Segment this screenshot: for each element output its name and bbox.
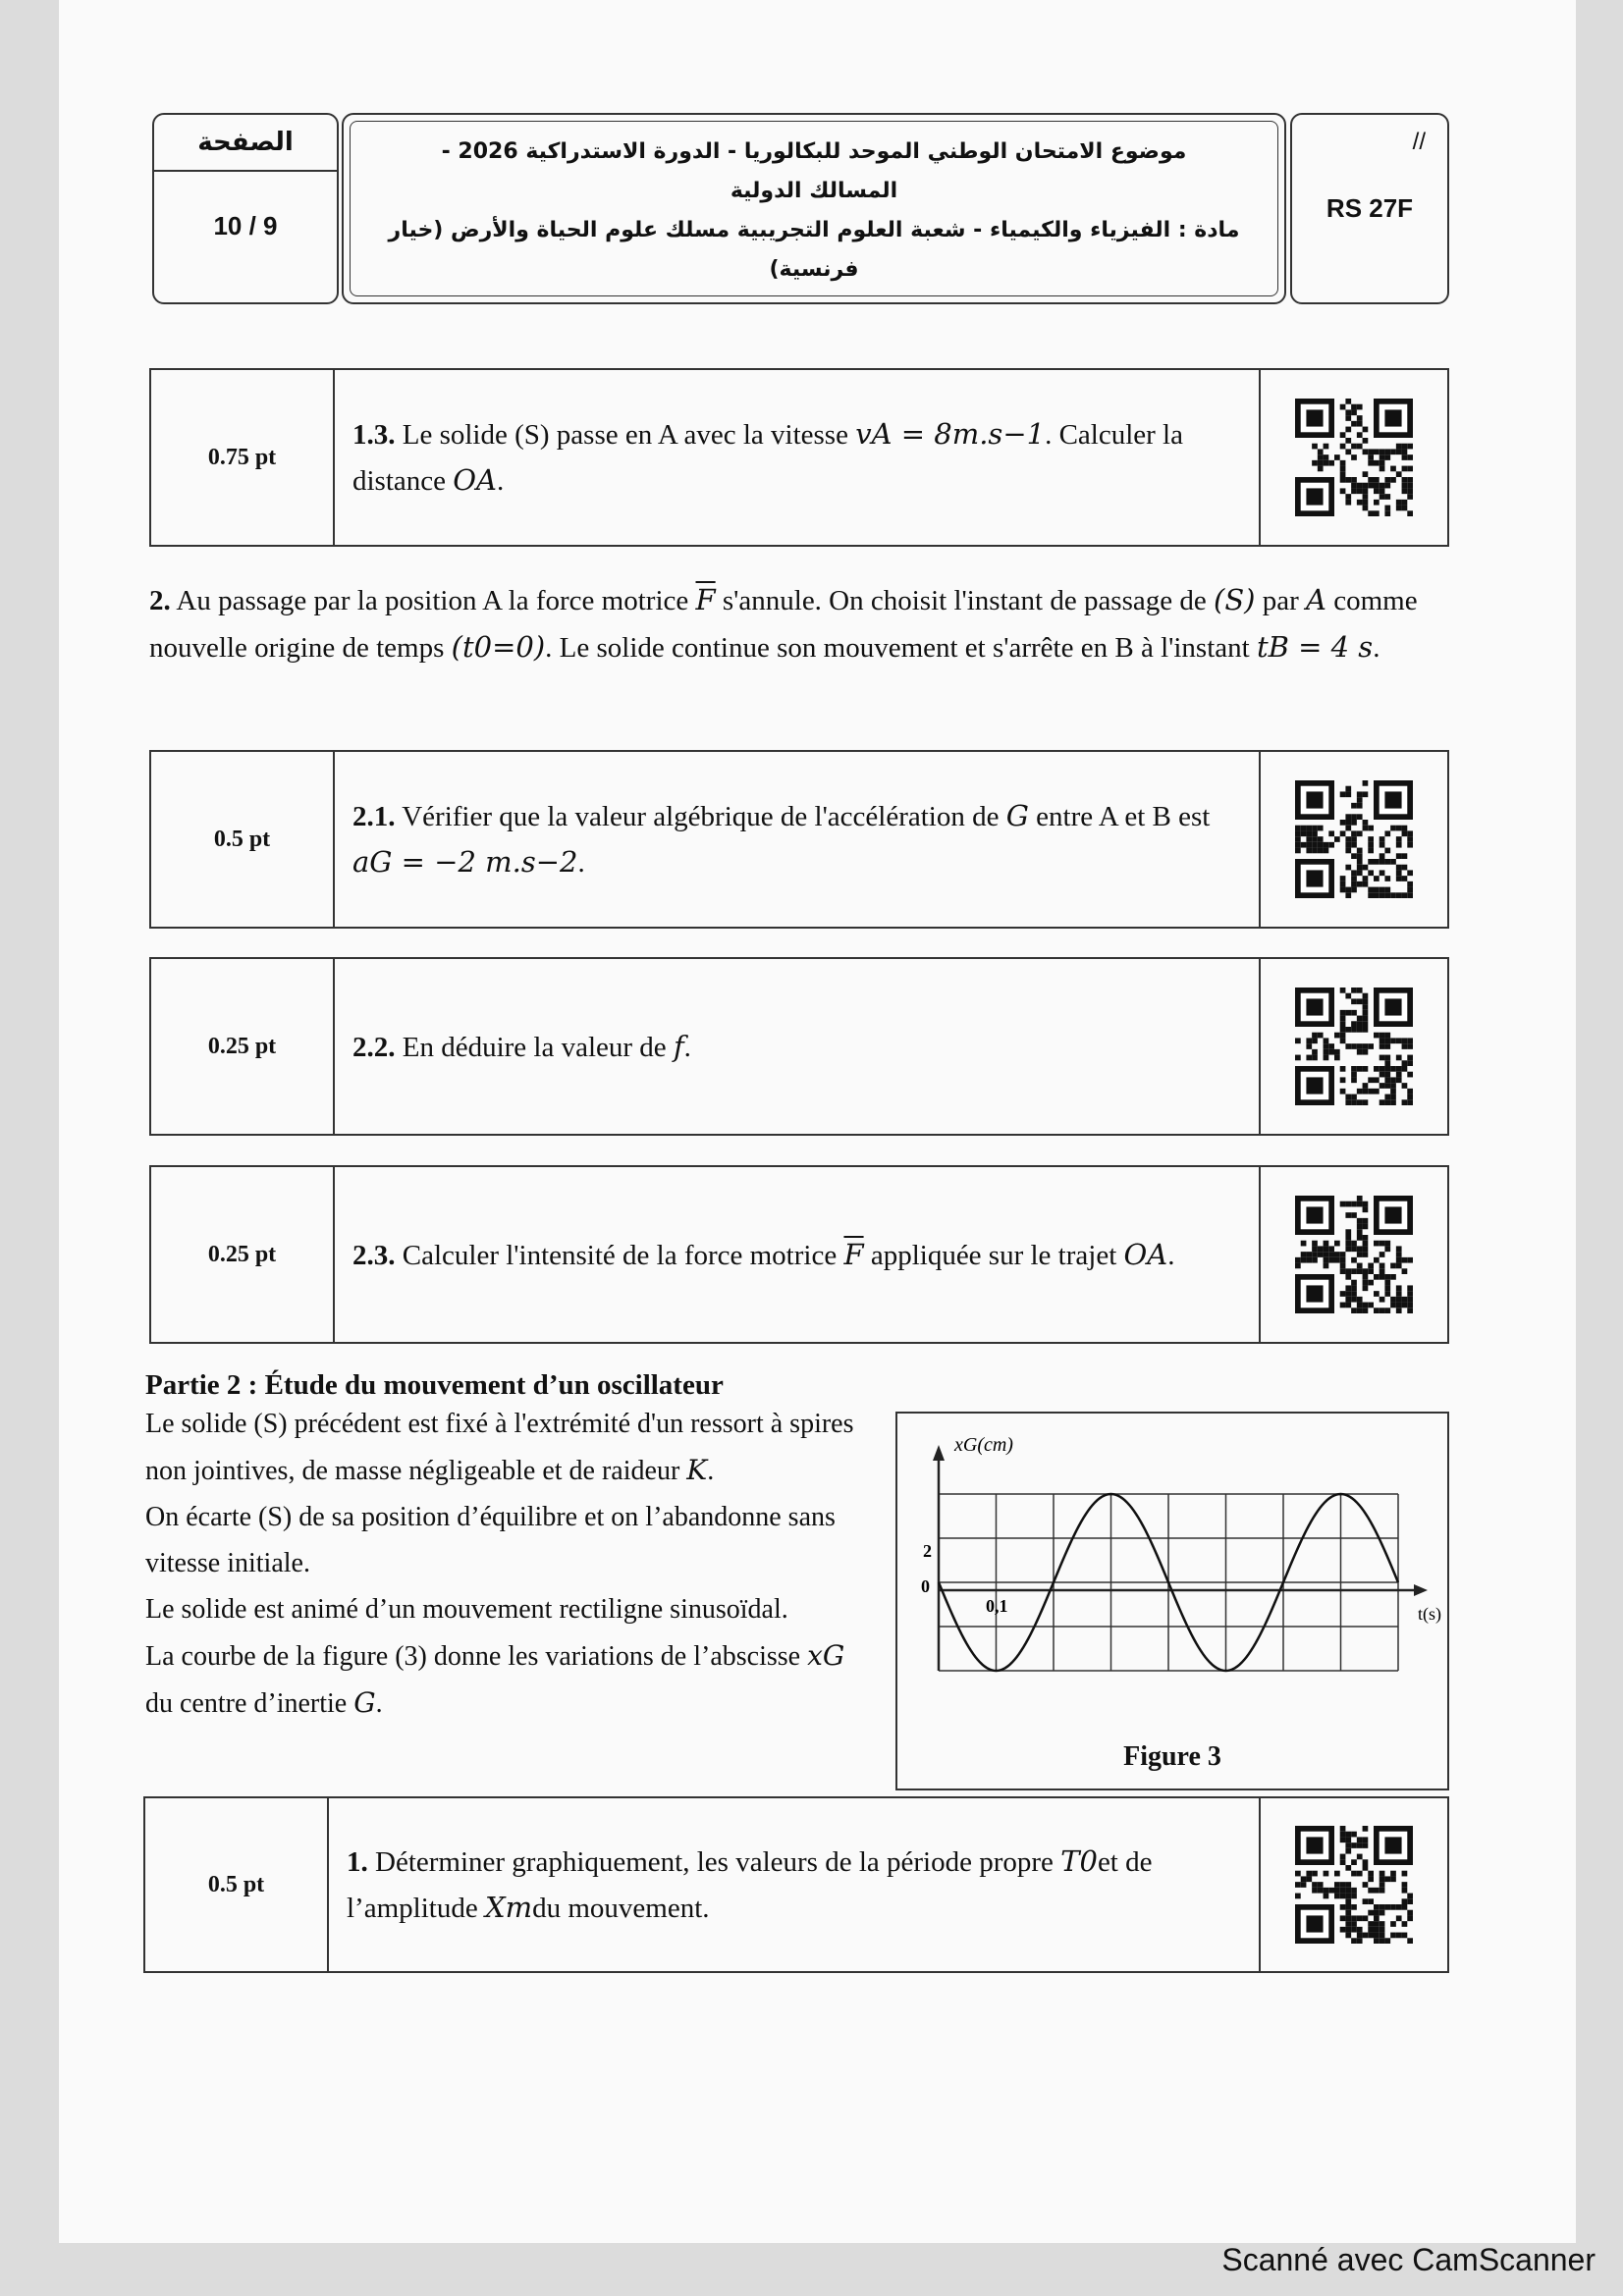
- title-line-2: المسالك الدولية: [730, 179, 898, 203]
- part-2-line-1: [145, 1401, 872, 1494]
- var: (t0=0): [451, 630, 546, 664]
- text: .: [707, 1456, 715, 1486]
- y-axis-label: xG(cm): [954, 1434, 1013, 1456]
- text: appliquée sur le trajet: [863, 1239, 1124, 1271]
- var: T0: [1060, 1844, 1098, 1878]
- exam-title-box: [342, 113, 1286, 304]
- formula: aG = −2 m.s−2: [352, 845, 578, 879]
- part-2-line-4: [145, 1632, 872, 1727]
- y-axis-arrow-icon: [933, 1445, 945, 1461]
- question-2-2-row: [149, 957, 1449, 1136]
- qr-code-icon: [1295, 1826, 1413, 1944]
- text: s'annule. On choisit l'instant de passage de: [715, 585, 1214, 616]
- text: Vérifier que la valeur algébrique de l'accélération de: [395, 801, 1006, 832]
- code-box: [1290, 113, 1449, 304]
- var: tB = 4 s: [1256, 630, 1374, 664]
- part-2-title: Partie 2 : Étude du mouvement d’un oscillateur: [145, 1369, 724, 1401]
- text: et de l’amplitude: [347, 1846, 1153, 1924]
- qr-code-icon[interactable]: [1261, 752, 1447, 927]
- var: OA: [1123, 1237, 1168, 1271]
- qr-code-icon: [1295, 780, 1413, 898]
- question-p2-1-row: [143, 1796, 1449, 1973]
- tick-label-y: 2: [923, 1541, 932, 1561]
- var: f: [673, 1029, 684, 1063]
- var: OA: [453, 463, 497, 497]
- qr-code-icon: [1295, 399, 1413, 516]
- page-label: الصفحة: [154, 115, 337, 172]
- question-text: [335, 370, 1261, 545]
- var: G: [1005, 799, 1029, 832]
- x-axis-label: t(s): [1418, 1604, 1441, 1624]
- var: A: [1306, 583, 1326, 616]
- question-text: [335, 959, 1261, 1134]
- qr-code-icon: [1295, 988, 1413, 1105]
- var: Xm: [484, 1891, 533, 1924]
- text: par: [1255, 585, 1307, 616]
- figure-caption: Figure 3: [1123, 1741, 1221, 1772]
- points: 0.25 pt: [151, 1167, 335, 1342]
- question-text: [335, 752, 1261, 927]
- question-2-1-row: [149, 750, 1449, 929]
- points: 0.5 pt: [145, 1798, 329, 1971]
- paragraph-2: [149, 577, 1455, 671]
- var: xG: [807, 1639, 845, 1672]
- text: La courbe de la figure (3) donne les variations de l’abscisse: [145, 1641, 808, 1672]
- text: .: [496, 465, 505, 497]
- text: .: [1373, 632, 1380, 664]
- qr-code-icon[interactable]: [1261, 1798, 1447, 1971]
- force-vector: $\overline{F}$: [695, 583, 716, 616]
- qr-code-icon[interactable]: [1261, 1167, 1447, 1342]
- question-text: [335, 1167, 1261, 1342]
- var: G: [353, 1686, 376, 1719]
- q-number: 1.3.: [352, 419, 396, 451]
- text: comme nouvelle origine de temps: [149, 585, 1418, 664]
- formula: vA = 8m.s−1: [855, 417, 1046, 451]
- p-number: 2.: [149, 585, 171, 616]
- tick-label-origin: 0: [921, 1576, 930, 1596]
- qr-code-icon[interactable]: [1261, 370, 1447, 545]
- q-number: 2.3.: [352, 1239, 396, 1271]
- q-number: 2.2.: [352, 1031, 396, 1063]
- text: .: [1167, 1239, 1175, 1271]
- force-vector: $\overline{F}$: [843, 1237, 864, 1271]
- text: Le solide (S) passe en A avec la vitesse: [395, 419, 856, 451]
- text: entre A et B est: [1028, 801, 1211, 832]
- part-2-line-2: On écarte (S) de sa position d’équilibre et on l’abandonne sans vitesse initiale.: [145, 1502, 836, 1578]
- tick-label-x: 0,1: [986, 1596, 1008, 1616]
- qr-code-icon[interactable]: [1261, 959, 1447, 1134]
- points: 0.75 pt: [151, 370, 335, 545]
- question-2-3-row: [149, 1165, 1449, 1344]
- figure-3-box: [895, 1412, 1449, 1790]
- page-box: [152, 113, 339, 304]
- q-number: 2.1.: [352, 801, 396, 832]
- points: 0.25 pt: [151, 959, 335, 1134]
- text: Au passage par la position A la force motrice: [170, 585, 696, 616]
- text: . Calculer la distance: [352, 419, 1183, 497]
- points: 0.5 pt: [151, 752, 335, 927]
- text: .: [577, 847, 585, 879]
- text: . Le solide continue son mouvement et s'arrête en B à l'instant: [545, 632, 1257, 664]
- figure-3-chart: [897, 1414, 1447, 1728]
- text: du mouvement.: [532, 1893, 710, 1924]
- text: Déterminer graphiquement, les valeurs de la période propre: [367, 1846, 1061, 1878]
- title-line-4: فرنسية): [769, 257, 859, 282]
- x-axis-arrow-icon: [1414, 1584, 1428, 1596]
- text: .: [683, 1031, 691, 1063]
- title-line-1: موضوع الامتحان الوطني الموحد للبكالوريا - الدورة الاستدراكية 2026 -: [441, 139, 1187, 164]
- camscanner-watermark: Scanné avec CamScanner: [1221, 2242, 1596, 2277]
- exam-code: RS 27F: [1325, 193, 1414, 223]
- text: Le solide (S) précédent est fixé à l'extrémité d'un ressort à spires non jointives, de masse négligeable et de raideur: [145, 1409, 854, 1486]
- slashes: //: [1412, 129, 1426, 155]
- question-text: [329, 1798, 1261, 1971]
- page-number: 10 / 9: [213, 211, 278, 240]
- part-2-text: [145, 1401, 872, 1727]
- text: Calculer l'intensité de la force motrice: [395, 1239, 844, 1271]
- part-2-line-3: Le solide est animé d’un mouvement rectiligne sinusoïdal.: [145, 1594, 788, 1625]
- var: K: [686, 1454, 708, 1486]
- qr-code-icon: [1295, 1196, 1413, 1313]
- title-line-3: مادة : الفيزياء والكيمياء - شعبة العلوم التجريبية مسلك علوم الحياة والأرض (خيار: [388, 218, 1240, 242]
- text: En déduire la valeur de: [395, 1031, 674, 1063]
- question-1-3-row: [149, 368, 1449, 547]
- text: du centre d’inertie: [145, 1688, 354, 1719]
- text: .: [375, 1688, 383, 1719]
- var: (S): [1214, 583, 1256, 616]
- q-number: 1.: [347, 1846, 368, 1878]
